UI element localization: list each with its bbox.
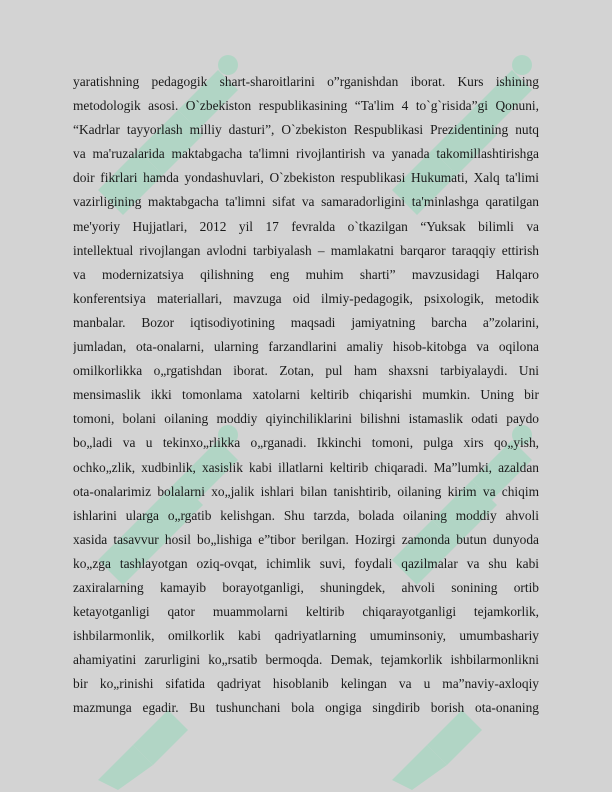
text-line: va modernizatsiya qilishning eng muhim sharti” mavzusidagi Halqaro xyxy=(73,266,539,282)
text-line: mensimaslik ikki tomonlama xatolarni keltirib chiqarishi mumkin. Uning bir xyxy=(73,387,539,403)
text-line: omilkorlikka o„rgatishdan iborat. Zotan, pul ham shaxsni tarbiyalaydi. Uni xyxy=(73,363,539,379)
text-line: vazirligining maktabgacha ta'limni sifat va samaradorligini ta'minlashga qaratilgan xyxy=(73,194,539,210)
document-body xyxy=(73,70,539,721)
text-line: tomoni, bolani oilaning moddiy qiyinchiliklarini bilishni istamaslik odati paydo xyxy=(73,411,539,427)
text-line: metodologik asosi. O`zbekiston respublikasining “Ta'lim 4 to`g`risida”gi Qonuni, xyxy=(73,98,539,114)
text-line: zaxiralarning kamayib borayotganligi, shuningdek, ahvoli sonining ortib xyxy=(73,579,539,595)
text-line: va ma'ruzalarida maktabgacha ta'limni rivojlantirish va yanada takomillashtirishga xyxy=(73,146,539,162)
text-line: ishlarini ularga o„rgatib kelishgan. Shu tarzda, bolada oilaning moddiy ahvoli xyxy=(73,507,539,523)
text-line: manbalar. Bozor iqtisodiyotining maqsadi jamiyatning barcha a”zolarini, xyxy=(73,314,539,330)
text-line: yaratishning pedagogik shart-sharoitlarini o”rganishdan iborat. Kurs ishining xyxy=(73,74,539,89)
text-line: jumladan, ota-onalarni, ularning farzandlarini amaliy hisob-kitobga va oqilona xyxy=(73,339,539,355)
text-line: doir fikrlari hamda yondashuvlari, O`zbekiston respublikasi Hukumati, Xalq ta'limi xyxy=(73,170,539,186)
text-line: xasida tasavvur hosil bo„lishiga e”tibor berilgan. Hozirgi zamonda butun dunyoda xyxy=(73,531,539,547)
text-line: mazmunga egadir. Bu tushunchani bola ongiga singdirib borish ota-onaning xyxy=(73,700,539,716)
text-line: ketayotganligi qator muammolarni keltirib chiqarayotganligi tejamkorlik, xyxy=(73,604,539,620)
text-line: ishbilarmonlik, omilkorlik kabi qadriyatlarning umuminsoniy, umumbashariy xyxy=(73,628,539,644)
text-line: ochko„zlik, xudbinlik, xasislik kabi illatlarni keltirib chiqaradi. Ma”lumki, azaldan xyxy=(73,459,539,475)
text-line: ahamiyatini zarurligini ko„rsatib bermoqda. Demak, tejamkorlik ishbilarmonlikni xyxy=(73,652,539,668)
text-line: me'yoriy Hujjatlari, 2012 yil 17 fevralda o`tkazilgan “Yuksak bilimli va xyxy=(73,218,539,234)
text-line: ota-onalarimiz bolalarni xo„jalik ishlari bilan tanishtirib, oilaning kirim va chiqim xyxy=(73,483,539,499)
text-line: bir ko„rinishi sifatida qadriyat hisoblanib kelingan va u ma”naviy-axloqiy xyxy=(73,676,539,692)
text-line: “Kadrlar tayyorlash milliy dasturi”, O`zbekiston Respublikasi Prezidentining nutq xyxy=(73,122,539,138)
text-line: bo„ladi va u tekinxo„rlikka o„rganadi. Ikkinchi tomoni, pulga xirs qo„yish, xyxy=(73,435,539,451)
text-line: konferentsiya materiallari, mavzuga oid ilmiy-pedagogik, psixologik, metodik xyxy=(73,290,539,306)
text-line: intellektual rivojlangan avlodni tarbiyalash – mamlakatni barqaror taraqqiy ettirish xyxy=(73,242,539,258)
text-line: ko„zga tashlayotgan oziq-ovqat, ichimlik suvi, foydali qazilmalar va shu kabi xyxy=(73,555,539,571)
